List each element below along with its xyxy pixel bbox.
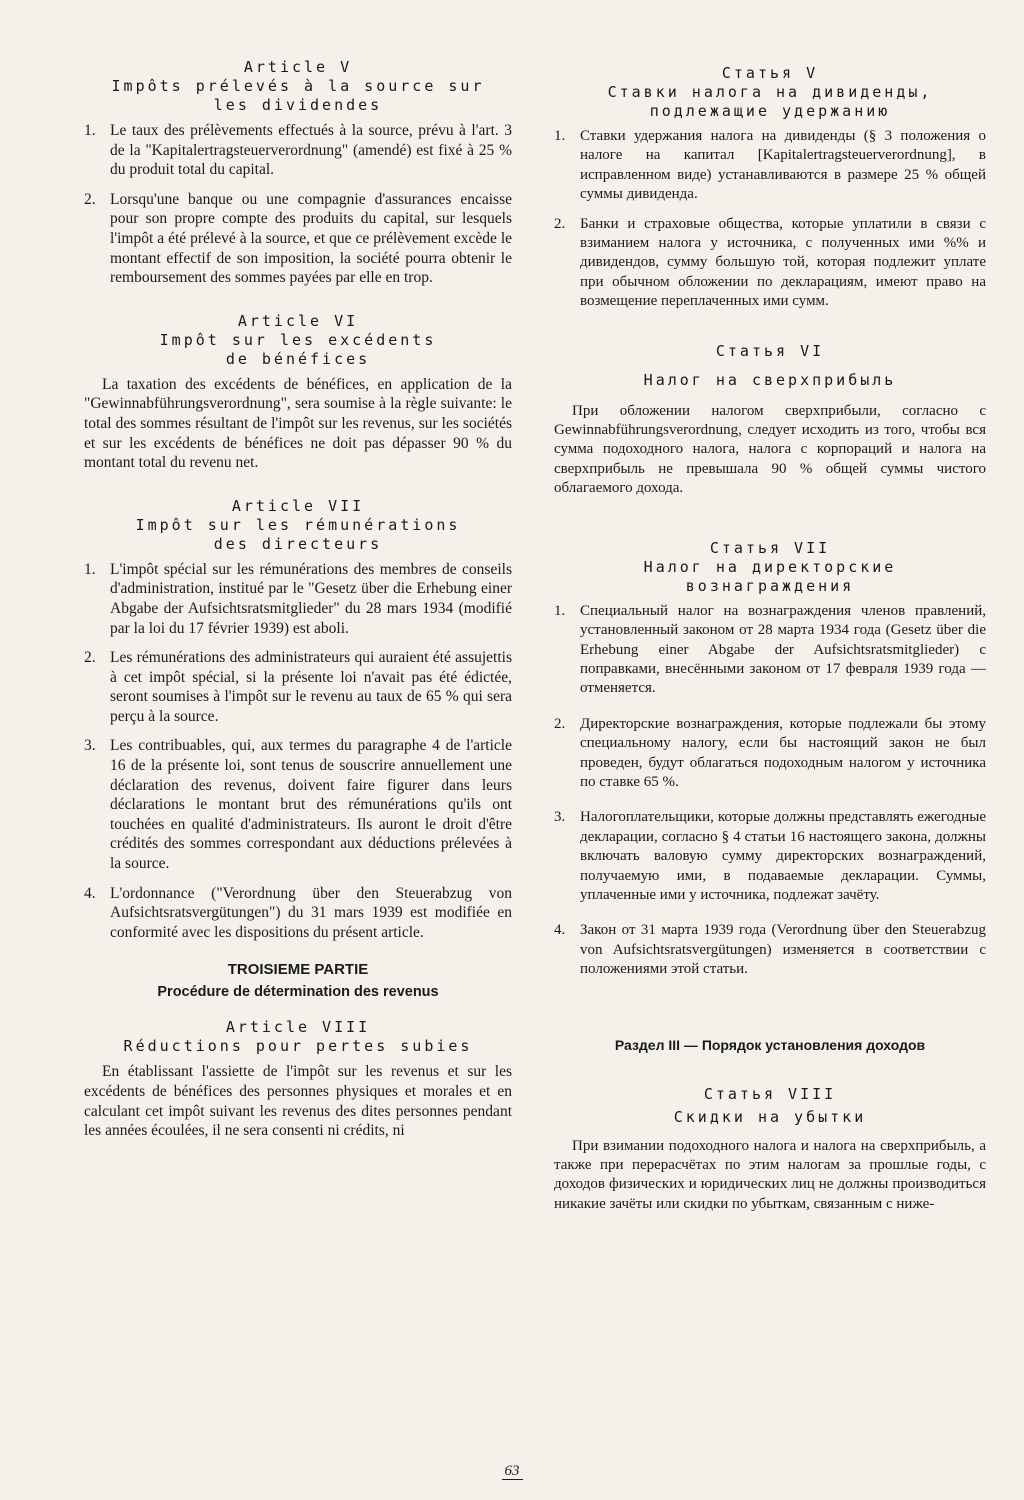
article-body: La taxation des excédents de bénéfices, en application de la "Gewinnabführungsverordnung", sera soumise à la règle suivante: le total des sommes résultant de l'impôt sur les revenus, sur les sociétés et sur les excédents de bénéfices ne doit pas dépasser 90 % du montant total du revenu net. — [84, 375, 512, 472]
article-title: Réductions pour pertes subies — [123, 1037, 473, 1056]
list-item: 4. Закон от 31 марта 1939 года (Verordnung über den Steuerabzug von Aufsichtsratsvergütungen) изменяется в соответствии с положениями этой статьи. — [554, 922, 986, 978]
article-heading: Article VIII — [225, 1018, 371, 1037]
list-item: 3. Налогоплательщики, которые должны представлять ежегодные декларации, согласно § 4 статьи 16 настоящего закона, должны включать валовую сумму директорских вознаграждений, получаемую ими, в подаваемые декларации. Суммы, уплаченные ими у источника, подлежат зачёту. — [554, 809, 986, 903]
russian-column — [554, 58, 986, 1222]
article-body: En établissant l'assiette de l'impôt sur les revenus et sur les excédents de bénéfices des personnes physiques et morales et en calculant cet impôt suivant les revenus des dites personnes pendant les années écoulées, il ne sera consenti ni crédits, ni — [84, 1063, 512, 1140]
part-subtitle: Procédure de détermination des revenus — [157, 984, 439, 1001]
article-title: Налог на сверхприбыль — [643, 370, 897, 389]
part-title: Раздел III — Порядок установления доходов — [614, 1036, 926, 1053]
list-item: 2. Les rémunérations des administrateurs qui auraient été assujettis à cet impôt spécial, si la présente loi n'avait pas été édictée, seront soumises à l'impôt sur le revenu au taux de 65 % qui sera perçu à la source. — [84, 649, 512, 725]
list-item: 1. L'impôt spécial sur les rémunérations des membres de conseils d'administration, institué par le "Gesetz über die Erhebung einer Abgabe der Aufsichtsratsmitglieder" du 28 mars 1934 (modifié par la loi du 17 février 1939) est aboli. — [84, 560, 512, 637]
article-title: Impôt sur les rémunérations des directeurs — [135, 515, 461, 553]
list-item: 2. Директорские вознаграждения, которые подлежали бы этому специальному налогу, если бы настоящий закон не был проведен, будут облагаться подоходным налогом у источника по ставке 65 %. — [554, 715, 986, 790]
list-item: 4. L'ordonnance ("Verordnung über den Steuerabzug von Aufsichtsratsvergütungen") du 31 mars 1939 est modifiée en conformité avec les dispositions du présent article. — [84, 884, 512, 941]
article-title: Impôt sur les excédents de bénéfices — [159, 330, 437, 368]
list-item: 1. Le taux des prélèvements effectués à la source, prévu à l'art. 3 de la "Kapitalertragsteuerverordnung" (amendé) est fixé à 25 % du produit total du capital. — [84, 122, 512, 179]
list-item: 1. Специальный налог на вознаграждения членов правлений, установленный законом от 28 марта 1934 года (Gesetz über die Erhebung einer Abgabe der Aufsichtsratsmitglieder) с поправками, внесёнными законом от 17 февраля 1939 года — отменяется. — [554, 602, 986, 697]
french-column — [84, 58, 512, 1149]
article-body: При взимании подоходного налога и налога на сверхприбыль, а также при перерасчётах по этим налогам за прошлые годы, с доходов физических и юридических лиц не должны производиться никакие зачёты или скидки по убыткам, связанным с ниже- — [554, 1137, 986, 1212]
article-heading: Статья V — [721, 64, 819, 82]
list-item: 3. Les contribuables, qui, aux termes du paragraphe 4 de l'article 16 de la présente loi, sont tenus de souscrire annuellement une déclaration des revenus, doivent faire figurer dans leurs déclarations le montant brut des rémunérations qu'ils ont touchées en qualité d'administrateurs. Ils auront le droit d'être crédités des sommes correspondant aux déductions prélevées à la source. — [84, 737, 512, 873]
part-title: TROISIEME PARTIE — [227, 961, 369, 979]
list-item: 2. Lorsqu'une banque ou une compagnie d'assurances encaisse pour son propre compte des produits du capital, sur lesquels l'impôt a été prélevé à la source, et que ce prélèvement excède le montant effectif de son imposition, la société pourra obtenir le remboursement des sommes payées par elle en trop. — [84, 190, 512, 287]
article-heading: Article VII — [231, 496, 365, 515]
article-title: Ставки налога на дивиденды, подлежащие удержанию — [607, 83, 933, 120]
article-heading: Статья VIII — [703, 1084, 837, 1103]
article-heading: Статья VI — [715, 341, 825, 360]
article-heading: Article VI — [237, 311, 359, 330]
article-heading: Статья VII — [709, 538, 831, 557]
article-title: Impôts prélevés à la source sur les dividendes — [111, 77, 485, 114]
article-heading: Article V — [243, 58, 353, 76]
article-title: Налог на директорские вознаграждения — [643, 557, 897, 595]
list-item: 2. Банки и страховые общества, которые уплатили в связи с взиманием налога у источника, с полученных ими %% и дивидендов, сумму большую той, которая подлежит уплате при обычном обложении по декларациям, имеют право на возмещение переплаченных ими сумм. — [554, 215, 986, 310]
article-title: Скидки на убытки — [673, 1107, 867, 1126]
list-item: 1. Ставки удержания налога на дивиденды (§ 3 положения о налоге на капитал [Kapitalertragsteuerverordnung], в исправленном виде) устанавливаются в размере 25 % общей суммы дивиденда. — [554, 128, 986, 203]
article-body: При обложении налогом сверхприбыли, согласно с Gewinnabführungsverordnung, следует исходить из того, чтобы вся сумма подоходного налога, налога с корпораций и налога на сверхприбыль не превышала 90 % общей суммы чистого облагаемого дохода. — [554, 402, 986, 497]
page-number: 63 — [0, 1463, 1024, 1480]
